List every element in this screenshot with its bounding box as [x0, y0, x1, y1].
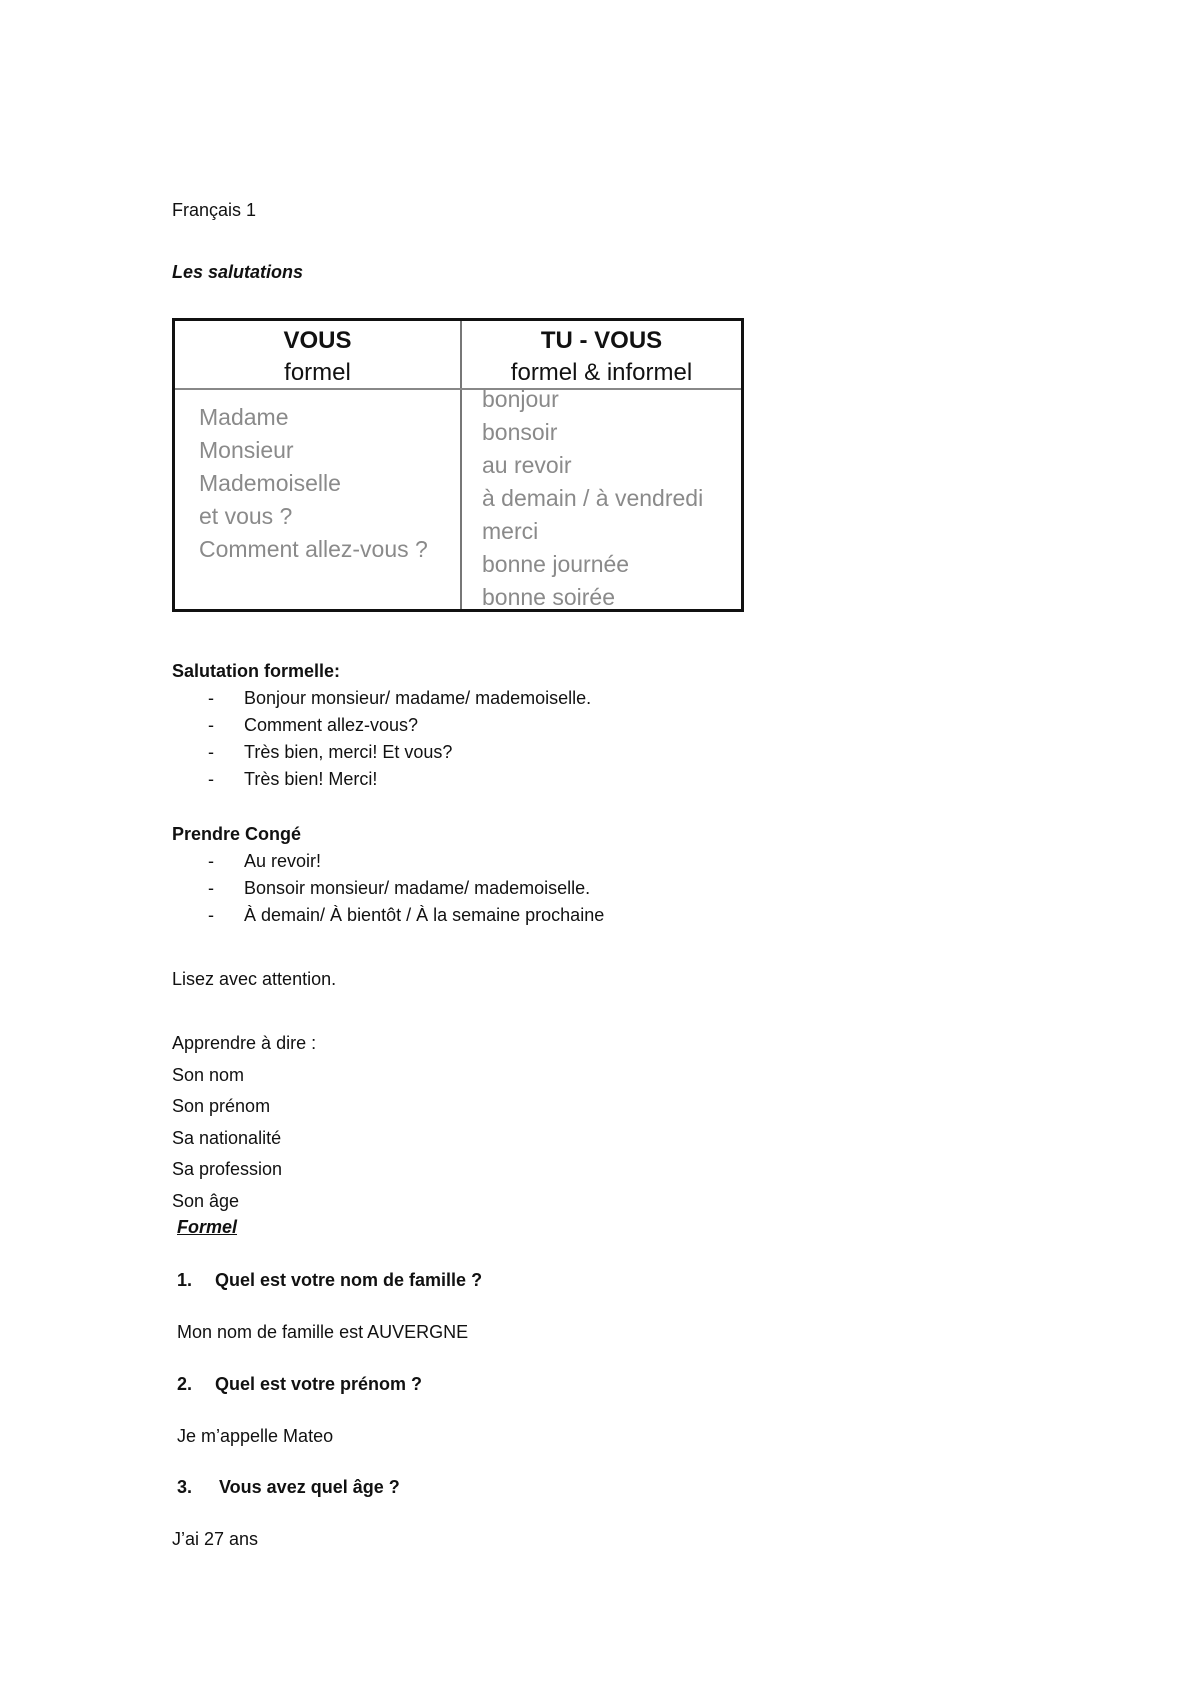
- list-item: Son prénom: [172, 1096, 271, 1116]
- table-header-tu-vous: [462, 325, 741, 389]
- list-item: Sa profession: [172, 1159, 283, 1179]
- table-cell-formel: [199, 401, 428, 566]
- list-item-text: Très bien, merci! Et vous?: [244, 742, 453, 762]
- table-header-vous-subtitle: formel: [284, 359, 351, 386]
- table-item: et vous ?: [199, 503, 293, 529]
- bullet-dash: -: [208, 742, 214, 762]
- question-number: 1.: [177, 1270, 193, 1290]
- table-item: Madame: [199, 404, 289, 430]
- list-item-text: Comment allez-vous?: [244, 715, 419, 735]
- answer-1: Mon nom de famille est AUVERGNE: [177, 1322, 469, 1342]
- bullet-dash: -: [208, 715, 214, 735]
- table-item: Monsieur: [199, 437, 294, 463]
- answer-3: J’ai 27 ans: [172, 1529, 259, 1549]
- list-item-text: Bonjour monsieur/ madame/ mademoiselle.: [244, 688, 592, 708]
- table-header-vous: [175, 325, 460, 389]
- list-item: [172, 739, 591, 766]
- bullet-dash: -: [208, 769, 214, 789]
- list-item: [172, 712, 591, 739]
- list-item-text: À demain/ À bientôt / À la semaine prochaine: [244, 905, 605, 925]
- question-3: [177, 1476, 400, 1498]
- list-item: Son nom: [172, 1064, 245, 1085]
- list-item-text: Très bien! Merci!: [244, 769, 378, 789]
- bullet-dash: -: [208, 905, 214, 925]
- table-item: au revoir: [482, 452, 572, 478]
- list-item: [172, 848, 604, 875]
- bullet-dash: -: [208, 851, 214, 871]
- apprendre-section: [172, 1028, 316, 1217]
- table-item: à demain / à vendredi: [482, 485, 704, 511]
- question-2: [177, 1373, 422, 1395]
- list-item: [172, 685, 591, 712]
- conge-list: [172, 848, 604, 929]
- table-cell-formel-informel: [482, 383, 703, 614]
- table-item: Mademoiselle: [199, 470, 341, 496]
- table-item: bonjour: [482, 386, 559, 412]
- list-item-text: Au revoir!: [244, 851, 322, 871]
- list-item: [172, 766, 591, 793]
- question-text: Quel est votre nom de famille ?: [215, 1270, 483, 1290]
- formel-label: Formel: [177, 1217, 238, 1237]
- list-item: [172, 902, 604, 929]
- salutations-table: [172, 318, 744, 612]
- question-text: Quel est votre prénom ?: [215, 1374, 423, 1394]
- bullet-dash: -: [208, 878, 214, 898]
- question-number: 3.: [177, 1477, 193, 1497]
- table-item: bonne journée: [482, 551, 630, 577]
- table-item: merci: [482, 518, 539, 544]
- formelle-list: [172, 685, 591, 793]
- table-item: bonne soirée: [482, 584, 615, 610]
- list-item: Sa nationalité: [172, 1127, 282, 1148]
- table-header-vous-title: VOUS: [283, 327, 352, 354]
- conge-heading: Prendre Congé: [172, 824, 302, 844]
- question-1: [177, 1269, 482, 1291]
- table-item: bonsoir: [482, 419, 558, 445]
- table-header-tu-vous-title: TU - VOUS: [540, 327, 663, 354]
- question-text: Vous avez quel âge ?: [219, 1477, 400, 1497]
- list-item-text: Bonsoir monsieur/ madame/ mademoiselle.: [244, 878, 591, 898]
- table-header-tu-vous-subtitle: formel & informel: [510, 359, 693, 386]
- apprendre-heading: Apprendre à dire :: [172, 1033, 317, 1053]
- bullet-dash: -: [208, 688, 214, 708]
- section-title: Les salutations: [172, 262, 304, 282]
- answer-2: Je m’appelle Mateo: [177, 1426, 334, 1446]
- lisez-text: Lisez avec attention.: [172, 969, 337, 989]
- list-item: [172, 875, 604, 902]
- formelle-heading: Salutation formelle:: [172, 661, 341, 681]
- course-title: Français 1: [172, 200, 257, 220]
- list-item: Son âge: [172, 1190, 240, 1211]
- table-item: Comment allez-vous ?: [199, 536, 428, 562]
- question-number: 2.: [177, 1374, 193, 1394]
